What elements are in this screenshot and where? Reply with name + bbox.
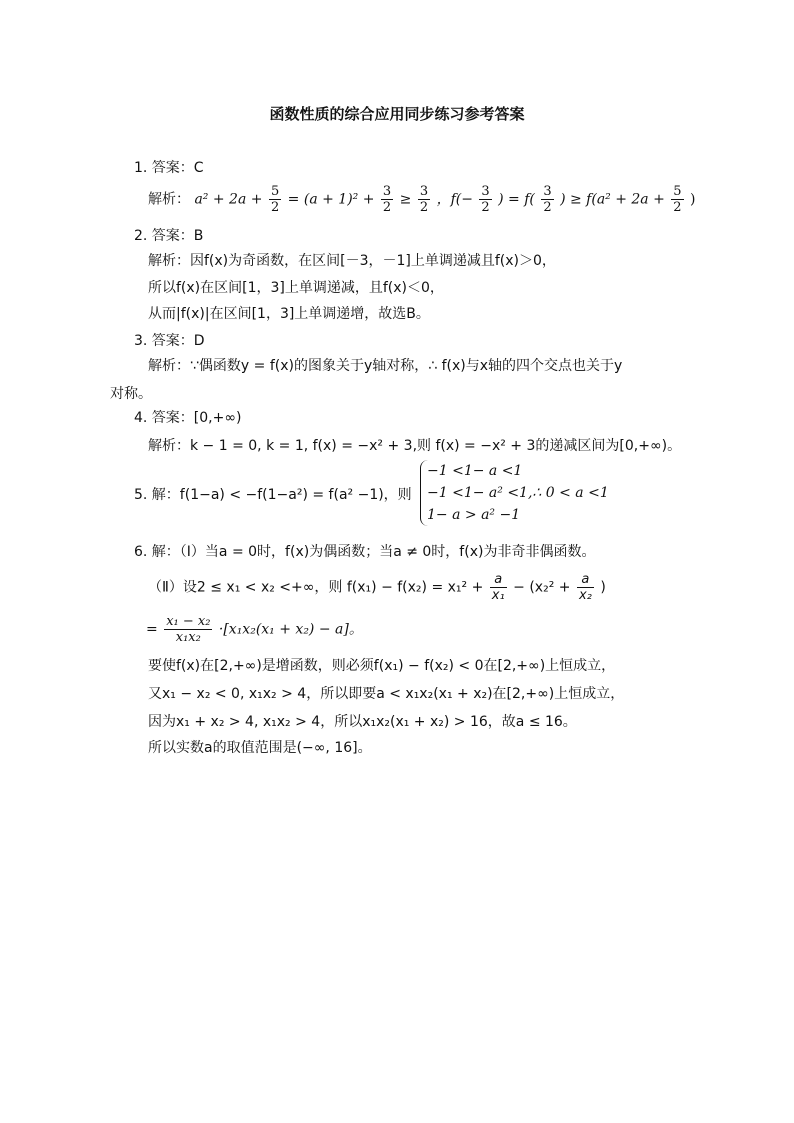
q6-line5: 又x₁ − x₂ < 0, x₁x₂ > 4，所以即要a < x₁x₂(x₁ + x₂)在[2,+∞)上恒成立， xyxy=(148,686,625,702)
q1-analysis: 解析： a² + 2a + $\frac{5}{2}$ = (a + 1)² + $\frac{3}{2}$ ≥ $\frac{3}{2}$ ，f(− $\frac{3}{2}$ ) = f( $\frac{3}{2}$ ) ≥ f(a² + 2a + $\frac{5}{2}$ ) xyxy=(148,184,696,215)
q5-system-row: −1 <1− a <1 xyxy=(427,463,523,479)
page-title: 函数性质的综合应用同步练习参考答案 xyxy=(269,105,525,123)
q3-answer: 3. 答案：D xyxy=(134,333,205,349)
q5-system-row: −1 <1− a² <1,∴ 0 < a <1 xyxy=(427,485,609,501)
q6-line1: 6. 解：（Ⅰ）当a = 0时，f(x)为偶函数；当a ≠ 0时，f(x)为非奇非偶函数。 xyxy=(134,544,596,560)
q6-line4: 要使f(x)在[2,+∞)是增函数，则必须f(x₁) − f(x₂) < 0在[2,+∞)上恒成立， xyxy=(148,658,616,674)
q3-line1: 解析：∵偶函数y = f(x)的图象关于y轴对称，∴ f(x)与x轴的四个交点也关于y xyxy=(148,358,623,374)
q2-line1: 解析：因f(x)为奇函数，在区间[－3，－1]上单调递减且f(x)＞0， xyxy=(148,253,556,269)
q2-line2: 所以f(x)在区间[1，3]上单调递减，且f(x)＜0， xyxy=(148,280,444,296)
q4-answer: 4. 答案：[0,+∞) xyxy=(134,410,242,426)
q3-line2: 对称。 xyxy=(110,386,152,402)
q5-lead: 5. 解：f(1−a) < −f(1−a²) = f(a² −1)，则 xyxy=(134,487,412,503)
q1-answer: 1. 答案：C xyxy=(134,160,204,176)
q2-answer: 2. 答案：B xyxy=(134,228,204,244)
q6-line7: 所以实数a的取值范围是(−∞, 16]。 xyxy=(148,740,372,756)
q2-line3: 从而|f(x)|在区间[1，3]上单调递增，故选B。 xyxy=(148,306,430,322)
q6-line2: （Ⅱ）设2 ≤ x₁ < x₂ <+∞，则 f(x₁) − f(x₂) = x₁² + $\frac{a}{\text{x₁}}$ − (x₂² + $\frac{a}{\text{x₂}}$ ) xyxy=(148,572,606,603)
q6-line3: = $\frac{\text{x₁ − x₂}}{\text{x₁x₂}}$ ·[x₁x₂(x₁ + x₂) − a]。 xyxy=(146,614,363,645)
q5-system xyxy=(420,460,609,526)
q6-line6: 因为x₁ + x₂ > 4, x₁x₂ > 4，所以x₁x₂(x₁ + x₂) > 16，故a ≤ 16。 xyxy=(148,714,577,730)
q4-line1: 解析：k − 1 = 0, k = 1, f(x) = −x² + 3,则 f(x) = −x² + 3的递减区间为[0,+∞)。 xyxy=(148,438,682,454)
q5-system-row: 1− a > a² −1 xyxy=(427,507,521,523)
